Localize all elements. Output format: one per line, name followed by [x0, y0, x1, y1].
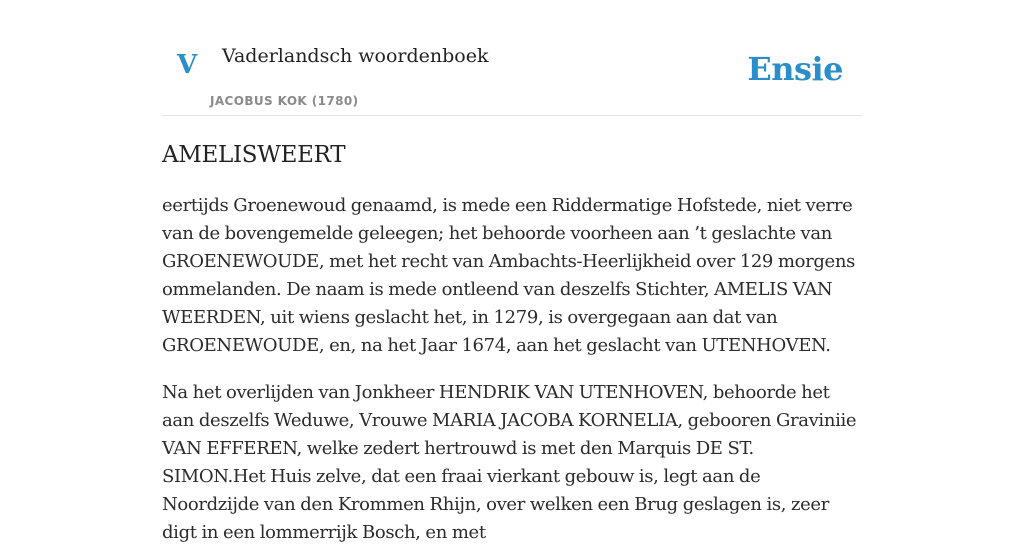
entry-title: AMELISWEERT	[162, 142, 346, 168]
book-author: JACOBUS KOK (1780)	[210, 94, 359, 108]
header	[162, 0, 862, 116]
entry-paragraph-2: Na het overlijden van Jonkheer HENDRIK VAN UTENHOVEN, behoorde het aan deszelfs Weduwe, Vrouwe MARIA JACOBA KORNELIA, gebooren Graviniie VAN EFFEREN, welke zedert hertrouwd is met den Marquis DE ST. SIMON.Het Huis zelve, dat een fraai vierkant gebouw is, legt aan de Noordzijde van den Krommen Rhijn, over welken een Brug geslagen is, zeer digt in een lommerrijk Bosch, en met	[162, 382, 857, 543]
book-title-link[interactable]: Vaderlandsch woordenboek	[222, 45, 489, 67]
content-container	[162, 0, 862, 547]
entry-paragraph-1: eertijds Groenewoud genaamd, is mede een Riddermatige Hofstede, niet verre van de bovengemelde geleegen; het behoorde voorheen aan ’t geslachte van GROENEWOUDE, met het recht van Ambachts-Heerlijkheid over 129 morgens ommelanden. De naam is mede ontleend van deszelfs Stichter, AMELIS VAN WEERDEN, uit wiens geslacht het, in 1279, is overgegaan aan dat van GROENEWOUDE, en, na het Jaar 1674, aan het geslacht van UTENHOVEN.	[162, 195, 855, 356]
ensie-logo[interactable]: Ensie	[747, 50, 843, 88]
book-letter-icon[interactable]: V	[177, 50, 198, 80]
